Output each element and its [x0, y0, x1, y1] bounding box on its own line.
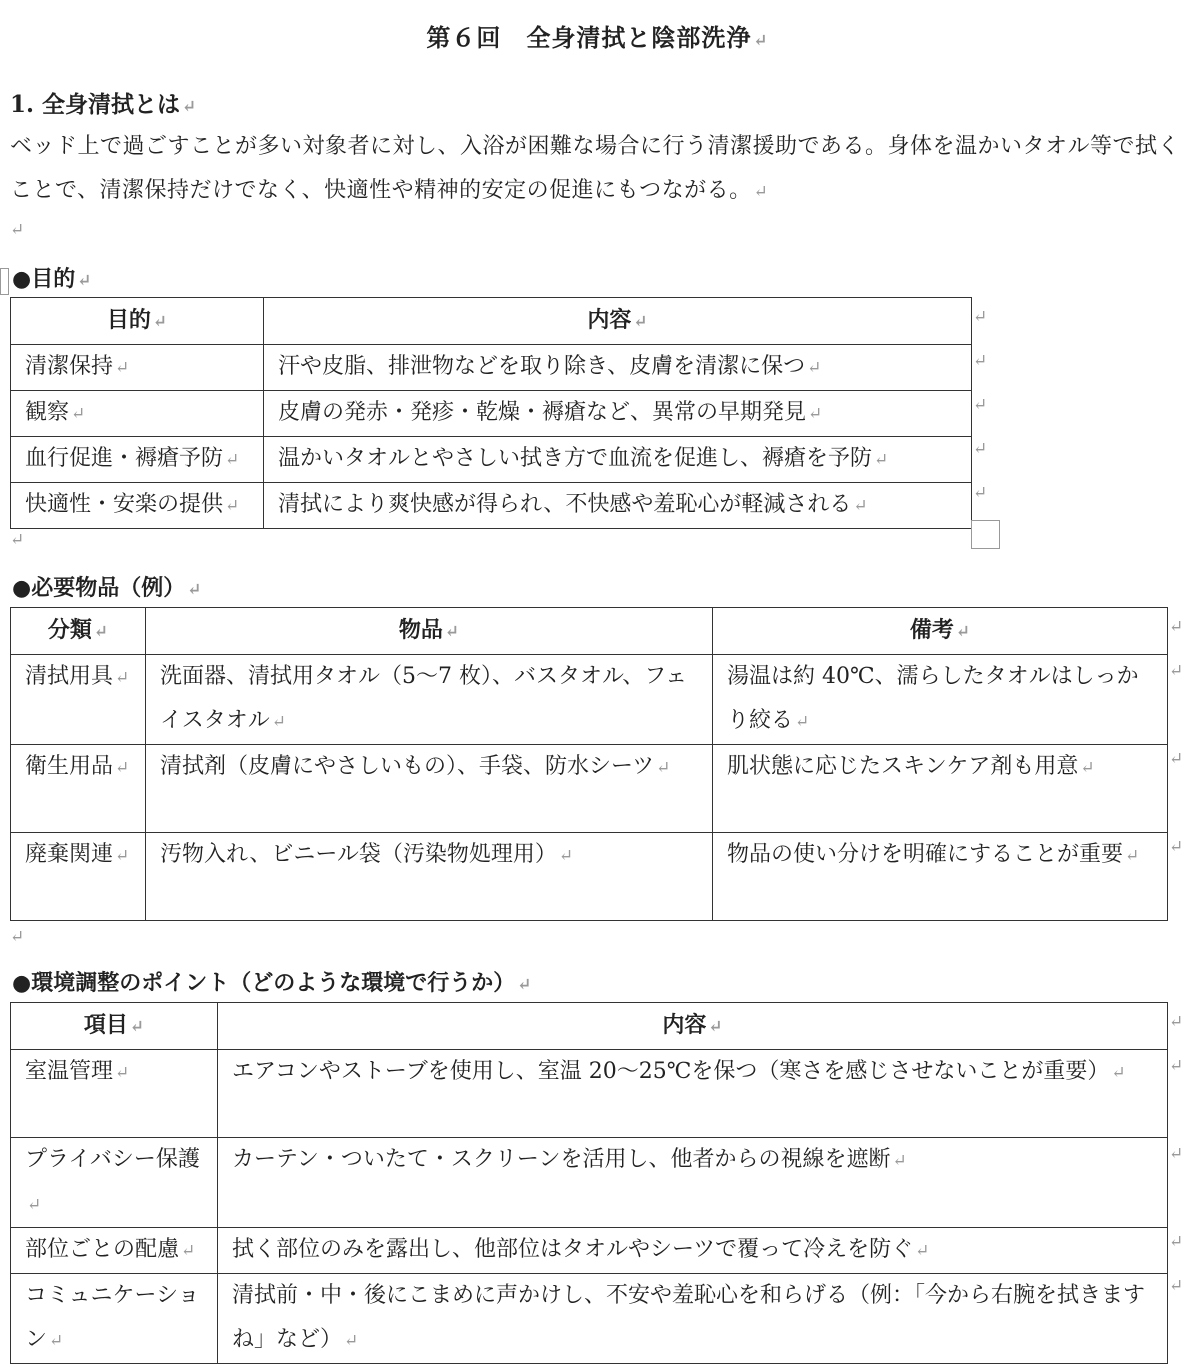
table-cell: 衛生用品 ↵	[11, 745, 146, 833]
table-cell: コミュニケーション ↵	[11, 1274, 218, 1364]
paragraph-mark-icon: ↵	[753, 182, 769, 202]
table-cell: 物品 ↵	[146, 608, 713, 655]
cell-mark-icon: ↵	[808, 404, 823, 424]
table-cell: 洗面器、清拭用タオル（5〜7 枚）、バスタオル、フェイスタオル ↵	[146, 655, 713, 745]
table-cell: 項目 ↵	[11, 1003, 218, 1050]
table-cell: 物品の使い分けを明確にすることが重要 ↵	[713, 833, 1168, 921]
empty-paragraph-mark-icon: ↵	[10, 927, 25, 947]
table-cell: 清拭剤（皮膚にやさしいもの）、手袋、防水シーツ ↵	[146, 745, 713, 833]
table-cell: 皮膚の発赤・発疹・乾燥・褥瘡など、異常の早期発見 ↵	[264, 391, 972, 437]
table-header-row	[11, 1003, 1168, 1050]
paragraph-mark-icon: ↵	[753, 31, 769, 51]
environment-heading: ●環境調整のポイント（どのような環境で行うか） ↵	[12, 970, 532, 996]
row-end-mark-icon: ↵	[973, 351, 988, 371]
cell-mark-icon: ↵	[271, 712, 287, 732]
table-cell: 温かいタオルとやさしい拭き方で血流を促進し、褥瘡を予防 ↵	[264, 437, 972, 483]
purpose-table	[10, 297, 972, 529]
cell-mark-icon: ↵	[656, 758, 671, 778]
cell-mark-icon: ↵	[152, 312, 168, 332]
cell-mark-icon: ↵	[115, 358, 130, 378]
cell-mark-icon: ↵	[49, 1331, 64, 1351]
table-cell: 汚物入れ、ビニール袋（汚染物処理用） ↵	[146, 833, 713, 921]
row-end-mark-icon: ↵	[973, 395, 988, 415]
cell-mark-icon: ↵	[115, 668, 130, 688]
table-cell: 血行促進・褥瘡予防 ↵	[11, 437, 264, 483]
intro-paragraph: ベッド上で過ごすことが多い対象者に対し、入浴が困難な場合に行う清潔援助である。身体を温かいタオル等で拭くことで、清潔保持だけでなく、快適性や精神的安定の促進にもつながる。 ↵	[10, 134, 1181, 203]
row-end-mark-icon: ↵	[1169, 1144, 1184, 1164]
cell-mark-icon: ↵	[93, 622, 109, 642]
table-row	[11, 483, 972, 529]
table-cell: 観察 ↵	[11, 391, 264, 437]
table-cell: 清拭用具 ↵	[11, 655, 146, 745]
cell-mark-icon: ↵	[1080, 758, 1095, 778]
table-cell: 快適性・安楽の提供 ↵	[11, 483, 264, 529]
table-cell: 目的 ↵	[11, 298, 264, 345]
table-row	[11, 1050, 1168, 1138]
cell-mark-icon: ↵	[853, 496, 868, 516]
cell-mark-icon: ↵	[708, 1017, 723, 1037]
cell-mark-icon: ↵	[558, 846, 574, 866]
empty-paragraph-mark-icon: ↵	[10, 220, 25, 240]
table-cell: 清拭前・中・後にこまめに声かけし、不安や羞恥心を和らげる（例：「今から右腕を拭きますね」など） ↵	[218, 1274, 1168, 1364]
table-cell: 肌状態に応じたスキンケア剤も用意 ↵	[713, 745, 1168, 833]
cell-mark-icon: ↵	[181, 1241, 196, 1261]
table-resize-handle[interactable]	[971, 520, 1000, 549]
table-cell: 室温管理 ↵	[11, 1050, 218, 1138]
table-cell: 湯温は約 40℃、濡らしたタオルはしっかり絞る ↵	[713, 655, 1168, 745]
table-cell: プライバシー保護↵	[11, 1138, 218, 1228]
environment-table	[10, 1002, 1168, 1364]
empty-paragraph-mark-icon: ↵	[10, 530, 25, 550]
cell-mark-icon: ↵	[955, 622, 971, 642]
table-cell: 拭く部位のみを露出し、他部位はタオルやシーツで覆って冷えを防ぐ ↵	[218, 1228, 1168, 1274]
table-row	[11, 655, 1168, 745]
cell-mark-icon: ↵	[1111, 1063, 1126, 1083]
paragraph-mark-icon: ↵	[517, 975, 532, 995]
cell-mark-icon: ↵	[874, 450, 889, 470]
table-cell: 備考 ↵	[713, 608, 1168, 655]
table-header-row	[11, 608, 1168, 655]
cell-mark-icon: ↵	[795, 712, 810, 732]
cell-mark-icon: ↵	[225, 496, 240, 516]
table-cell: カーテン・ついたて・スクリーンを活用し、他者からの視線を遮断 ↵	[218, 1138, 1168, 1228]
paragraph-mark-icon: ↵	[187, 580, 202, 600]
cell-mark-icon: ↵	[115, 758, 130, 778]
supplies-heading: ●必要物品（例） ↵	[12, 575, 202, 601]
cell-mark-icon: ↵	[115, 1063, 130, 1083]
table-cell: 清拭により爽快感が得られ、不快感や羞恥心が軽減される ↵	[264, 483, 972, 529]
section-heading: 1. 全身清拭とは ↵	[10, 91, 197, 118]
purpose-heading: ●目的 ↵	[12, 266, 92, 292]
row-end-mark-icon: ↵	[1169, 837, 1184, 857]
row-end-mark-icon: ↵	[1169, 1012, 1184, 1032]
anchor-icon	[0, 268, 9, 295]
cell-mark-icon: ↵	[129, 1017, 145, 1037]
table-row	[11, 1274, 1168, 1364]
table-cell: 内容 ↵	[218, 1003, 1168, 1050]
cell-mark-icon: ↵	[892, 1151, 907, 1171]
paragraph-mark-icon: ↵	[77, 271, 92, 291]
row-end-mark-icon: ↵	[1169, 661, 1184, 681]
cell-mark-icon: ↵	[225, 450, 240, 470]
cell-mark-icon: ↵	[807, 358, 822, 378]
row-end-mark-icon: ↵	[1169, 1276, 1184, 1296]
row-end-mark-icon: ↵	[1169, 1232, 1184, 1252]
table-cell: エアコンやストーブを使用し、室温 20〜25℃を保つ（寒さを感じさせないことが重要） ↵	[218, 1050, 1168, 1138]
cell-mark-icon: ↵	[915, 1241, 930, 1261]
table-row	[11, 1228, 1168, 1274]
table-row	[11, 745, 1168, 833]
table-cell: 部位ごとの配慮 ↵	[11, 1228, 218, 1274]
cell-mark-icon: ↵	[633, 312, 648, 332]
row-end-mark-icon: ↵	[1169, 617, 1184, 637]
cell-mark-icon: ↵	[444, 622, 460, 642]
table-header-row	[11, 298, 972, 345]
cell-mark-icon: ↵	[27, 1195, 42, 1215]
document-title: 第６回 全身清拭と陰部洗浄 ↵	[426, 23, 769, 52]
row-end-mark-icon: ↵	[1169, 1056, 1184, 1076]
table-row	[11, 345, 972, 391]
paragraph-mark-icon: ↵	[182, 97, 197, 117]
table-cell: 廃棄関連 ↵	[11, 833, 146, 921]
cell-mark-icon: ↵	[71, 404, 86, 424]
table-row	[11, 1138, 1168, 1228]
cell-mark-icon: ↵	[344, 1331, 359, 1351]
table-cell: 清潔保持 ↵	[11, 345, 264, 391]
row-end-mark-icon: ↵	[973, 439, 988, 459]
table-row	[11, 833, 1168, 921]
cell-mark-icon: ↵	[1125, 846, 1140, 866]
row-end-mark-icon: ↵	[973, 483, 988, 503]
cell-mark-icon: ↵	[115, 846, 130, 866]
table-cell: 汗や皮脂、排泄物などを取り除き、皮膚を清潔に保つ ↵	[264, 345, 972, 391]
table-cell: 分類 ↵	[11, 608, 146, 655]
table-row	[11, 437, 972, 483]
table-row	[11, 391, 972, 437]
row-end-mark-icon: ↵	[973, 307, 988, 327]
supplies-table	[10, 607, 1168, 921]
row-end-mark-icon: ↵	[1169, 749, 1184, 769]
table-cell: 内容 ↵	[264, 298, 972, 345]
